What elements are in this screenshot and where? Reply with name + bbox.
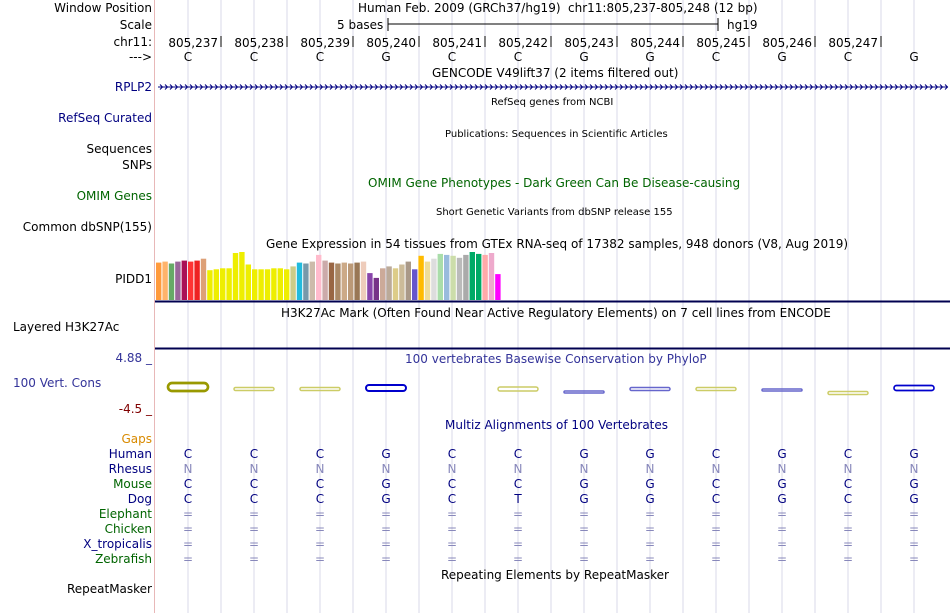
alignment-base: =: [908, 552, 920, 566]
alignment-base: =: [512, 522, 524, 536]
gtex-bar: [162, 262, 167, 300]
alignment-base: C: [711, 477, 721, 491]
alignment-base: =: [776, 522, 788, 536]
species-label-x_tropicalis[interactable]: X_tropicalis: [83, 537, 152, 551]
cons-min-label: -4.5 _: [118, 402, 152, 416]
gtex-bar: [418, 256, 423, 300]
dna-base: C: [315, 50, 325, 64]
alignment-base: =: [446, 507, 458, 521]
gtex-bar: [220, 268, 225, 300]
gtex-bar: [438, 254, 443, 300]
alignment-base: =: [710, 537, 722, 551]
alignment-base: N: [909, 462, 919, 476]
gtex-bar: [194, 261, 199, 300]
alignment-base: =: [578, 552, 590, 566]
gtex-bar: [226, 268, 231, 300]
gtex-bar: [214, 269, 219, 300]
alignment-base: =: [248, 507, 260, 521]
cons-track-label[interactable]: 100 Vert. Cons: [13, 376, 102, 390]
alignment-base: =: [314, 507, 326, 521]
gtex-bar: [393, 268, 398, 300]
chrom-label: chr11:: [113, 35, 152, 49]
alignment-base: =: [578, 522, 590, 536]
gtex-bar: [322, 261, 327, 300]
alignment-base: =: [908, 507, 920, 521]
omim-title[interactable]: OMIM Gene Phenotypes - Dark Green Can Be Disease-causing: [368, 176, 741, 190]
dna-base: G: [381, 50, 391, 64]
alignment-base: =: [842, 507, 854, 521]
alignment-base: C: [843, 447, 853, 461]
species-label-zebrafish[interactable]: Zebrafish: [95, 552, 152, 566]
gtex-bar: [182, 261, 187, 300]
assembly-text: Human Feb. 2009 (GRCh37/hg19): [358, 1, 561, 15]
alignment-base: =: [182, 537, 194, 551]
rplp2-gene-track: [158, 85, 948, 90]
alignment-base: =: [578, 507, 590, 521]
phylop-title[interactable]: 100 vertebrates Basewise Conservation by PhyloP: [405, 352, 707, 366]
gtex-title[interactable]: Gene Expression in 54 tissues from GTEx RNA-seq of 17382 samples, 948 donors (V8, Aug 2019): [266, 237, 849, 251]
position-text: chr11:805,237-805,248 (12 bp): [568, 1, 758, 15]
gtex-bar: [169, 264, 174, 301]
gtex-bar: [470, 252, 475, 300]
alignment-base: =: [776, 507, 788, 521]
strand-label: --->: [128, 50, 152, 64]
alignment-base: G: [381, 477, 391, 491]
publications-title[interactable]: Publications: Sequences in Scientific Articles: [445, 129, 668, 140]
gtex-bar: [284, 269, 289, 300]
alignment-base: C: [843, 492, 853, 506]
alignment-base: =: [380, 552, 392, 566]
gencode-title[interactable]: GENCODE V49lift37 (2 items filtered out): [432, 66, 679, 80]
gtex-bar: [489, 253, 494, 300]
dna-base: G: [777, 50, 787, 64]
alignment-base: C: [843, 477, 853, 491]
alignment-base: G: [909, 492, 919, 506]
ruler-position: 805,237: [168, 36, 218, 50]
gaps-label[interactable]: Gaps: [121, 432, 152, 446]
alignment-base: G: [777, 447, 787, 461]
gtex-bar: [476, 254, 481, 300]
ruler-position: 805,239: [300, 36, 350, 50]
gtex-bar: [233, 253, 238, 300]
gtex-bar: [354, 263, 359, 300]
alignment-base: G: [909, 477, 919, 491]
scale-label: Scale: [119, 18, 152, 32]
gtex-bar: [412, 269, 417, 300]
alignment-base: N: [447, 462, 457, 476]
gtex-bar: [374, 278, 379, 300]
dna-base: G: [579, 50, 589, 64]
alignment-base: N: [777, 462, 787, 476]
gtex-bar: [329, 263, 334, 300]
ruler-position: 805,240: [366, 36, 416, 50]
gtex-bar: [252, 269, 257, 300]
alignment-base: =: [380, 537, 392, 551]
alignment-base: C: [447, 447, 457, 461]
gtex-bar-chart: [156, 252, 501, 300]
alignment-base: =: [446, 537, 458, 551]
alignment-base: N: [513, 462, 523, 476]
alignment-base: C: [183, 477, 193, 491]
gtex-bar: [386, 266, 391, 300]
alignment-base: =: [182, 507, 194, 521]
alignment-base: G: [645, 477, 655, 491]
ruler: [168, 18, 918, 64]
gtex-bar: [258, 269, 263, 300]
gtex-bar: [175, 262, 180, 300]
alignment-base: C: [249, 447, 259, 461]
ruler-position: 805,243: [564, 36, 614, 50]
alignment-base: C: [711, 492, 721, 506]
refseq-title[interactable]: RefSeq genes from NCBI: [491, 97, 614, 108]
dna-base: C: [183, 50, 193, 64]
alignment-base: G: [645, 492, 655, 506]
alignment-base: G: [579, 447, 589, 461]
alignment-base: =: [314, 537, 326, 551]
alignment-base: G: [777, 492, 787, 506]
db-text: hg19: [727, 18, 758, 32]
pidd1-label[interactable]: PIDD1: [115, 272, 152, 286]
dbsnp-title[interactable]: Short Genetic Variants from dbSNP release 155: [436, 207, 673, 218]
alignment-base: =: [248, 537, 260, 551]
omim-label[interactable]: OMIM Genes: [76, 189, 152, 203]
alignment-base: =: [644, 522, 656, 536]
alignment-base: C: [711, 447, 721, 461]
gtex-bar: [482, 255, 487, 300]
multiz-title[interactable]: Multiz Alignments of 100 Vertebrates: [445, 418, 669, 432]
alignment-base: =: [380, 507, 392, 521]
alignment-base: N: [381, 462, 391, 476]
gtex-bar: [188, 262, 193, 300]
window-position-label: Window Position: [54, 1, 152, 15]
alignment-base: C: [183, 492, 193, 506]
gtex-bar: [335, 264, 340, 301]
dbsnp-label[interactable]: Common dbSNP(155): [22, 220, 152, 234]
gtex-bar: [450, 256, 455, 300]
gtex-bar: [156, 263, 161, 300]
alignment-base: G: [645, 447, 655, 461]
species-label-elephant[interactable]: Elephant: [98, 507, 152, 521]
repeatmasker-label[interactable]: RepeatMasker: [66, 582, 152, 596]
alignment-base: C: [315, 477, 325, 491]
gtex-bar: [201, 259, 206, 300]
dna-base: C: [249, 50, 259, 64]
alignment-base: N: [315, 462, 325, 476]
alignment-base: N: [249, 462, 259, 476]
alignment-base: =: [776, 552, 788, 566]
ruler-position: 805,238: [234, 36, 284, 50]
alignment-base: =: [248, 522, 260, 536]
alignment-base: =: [908, 522, 920, 536]
alignment-base: =: [644, 537, 656, 551]
scale-text: 5 bases: [337, 18, 384, 32]
cons-max-label: 4.88 _: [115, 351, 152, 365]
gtex-bar: [348, 264, 353, 301]
gtex-bar: [380, 268, 385, 300]
dna-base: C: [513, 50, 523, 64]
alignment-base: =: [842, 537, 854, 551]
alignment-base: N: [711, 462, 721, 476]
gtex-bar: [399, 265, 404, 301]
repeatmasker-title[interactable]: Repeating Elements by RepeatMasker: [441, 568, 669, 582]
gtex-bar: [303, 264, 308, 301]
alignment-base: N: [645, 462, 655, 476]
alignment-base: G: [381, 447, 391, 461]
gtex-bar: [425, 262, 430, 300]
alignment-base: =: [248, 552, 260, 566]
alignment-base: =: [182, 552, 194, 566]
alignment-base: C: [249, 477, 259, 491]
gtex-bar: [495, 274, 500, 300]
alignment-base: G: [579, 492, 589, 506]
species-label-mouse[interactable]: Mouse: [113, 477, 152, 491]
ruler-position: 805,242: [498, 36, 548, 50]
snps-label[interactable]: SNPs: [122, 158, 152, 172]
gtex-bar: [316, 255, 321, 300]
alignment-base: N: [183, 462, 193, 476]
alignment-base: C: [513, 447, 523, 461]
alignment-base: =: [182, 522, 194, 536]
species-label-dog[interactable]: Dog: [127, 492, 152, 506]
alignment-base: C: [447, 492, 457, 506]
gtex-bar: [265, 269, 270, 300]
species-label-chicken[interactable]: Chicken: [104, 522, 152, 536]
alignment-base: =: [512, 537, 524, 551]
gtex-bar: [246, 265, 251, 301]
alignment-base: G: [579, 477, 589, 491]
alignment-base: C: [513, 477, 523, 491]
alignment-base: C: [315, 492, 325, 506]
alignment-base: =: [644, 552, 656, 566]
dna-base: G: [909, 50, 919, 64]
alignment-base: =: [578, 537, 590, 551]
h3k27ac-label[interactable]: Layered H3K27Ac: [13, 320, 120, 334]
gtex-bar: [271, 268, 276, 300]
alignment-base: =: [512, 507, 524, 521]
gtex-bar: [457, 258, 462, 300]
alignment-base: =: [644, 507, 656, 521]
alignment-base: C: [315, 447, 325, 461]
gtex-bar: [310, 262, 315, 300]
gtex-bar: [290, 266, 295, 300]
dna-base: C: [711, 50, 721, 64]
alignment-base: G: [381, 492, 391, 506]
alignment-base: =: [710, 552, 722, 566]
gtex-bar: [361, 262, 366, 300]
alignment-base: =: [908, 537, 920, 551]
ruler-position: 805,245: [696, 36, 746, 50]
dna-base: G: [645, 50, 655, 64]
alignment-base: =: [314, 522, 326, 536]
gtex-bar: [278, 268, 283, 300]
alignment-base: C: [183, 447, 193, 461]
ruler-position: 805,244: [630, 36, 680, 50]
gtex-bar: [444, 255, 449, 300]
ruler-position: 805,246: [762, 36, 812, 50]
alignment-base: =: [512, 552, 524, 566]
gtex-bar: [239, 252, 244, 300]
alignment-base: =: [446, 522, 458, 536]
alignment-base: G: [777, 477, 787, 491]
alignment-base: =: [710, 507, 722, 521]
h3k27ac-title[interactable]: H3K27Ac Mark (Often Found Near Active Regulatory Elements) on 7 cell lines from ENCODE: [281, 306, 831, 320]
gtex-bar: [207, 270, 212, 300]
alignment-base: N: [843, 462, 853, 476]
rplp2-label[interactable]: RPLP2: [114, 80, 152, 94]
species-label-rhesus[interactable]: Rhesus: [108, 462, 152, 476]
dna-base: C: [843, 50, 853, 64]
gtex-bar: [406, 262, 411, 300]
alignment-base: G: [909, 447, 919, 461]
alignment-base: C: [447, 477, 457, 491]
alignment-base: N: [579, 462, 589, 476]
ruler-position: 805,241: [432, 36, 482, 50]
alignment-base: C: [249, 492, 259, 506]
alignment-base: =: [446, 552, 458, 566]
gtex-bar: [463, 255, 468, 300]
gtex-bar: [367, 273, 372, 300]
refseq-label[interactable]: RefSeq Curated: [58, 111, 152, 125]
alignment-base: =: [842, 552, 854, 566]
ruler-position: 805,247: [828, 36, 878, 50]
alignment-base: =: [776, 537, 788, 551]
gtex-bar: [297, 263, 302, 300]
gtex-bar: [431, 259, 436, 300]
alignment-base: =: [842, 522, 854, 536]
species-label-human[interactable]: Human: [108, 447, 152, 461]
alignment-base: T: [514, 492, 522, 506]
alignment-base: =: [314, 552, 326, 566]
alignment-base: =: [380, 522, 392, 536]
dna-base: C: [447, 50, 457, 64]
alignment-base: =: [710, 522, 722, 536]
sequences-label[interactable]: Sequences: [86, 142, 152, 156]
gtex-bar: [342, 263, 347, 300]
